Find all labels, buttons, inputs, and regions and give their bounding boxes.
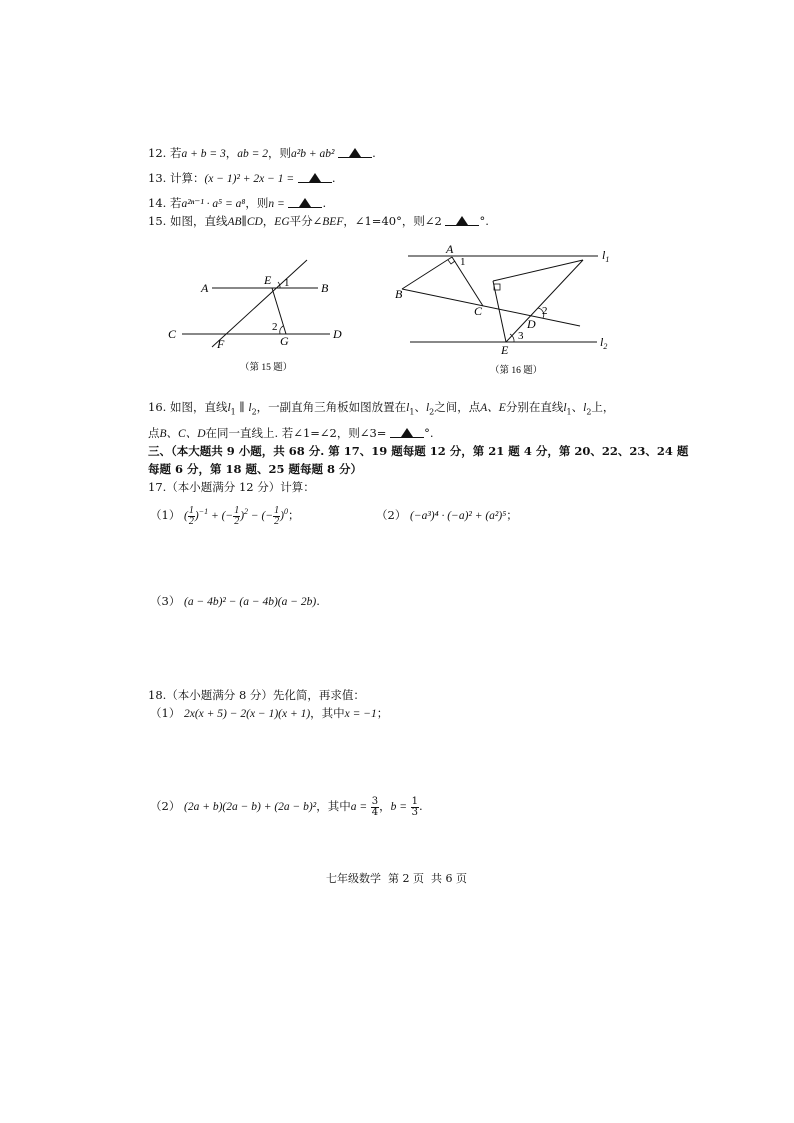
q18-part-2 <box>150 794 423 819</box>
label-angle-3: 3 <box>518 330 524 342</box>
q16-l2: l <box>248 402 252 414</box>
label-e: E <box>264 273 272 287</box>
triangle-icon <box>299 198 311 207</box>
q17-p1-label: （1） <box>150 508 181 522</box>
answer-blank[interactable] <box>390 426 424 438</box>
label-b: B <box>321 281 329 295</box>
q17-p1-end: ； <box>287 508 300 522</box>
section-3-heading: 三、（本大题共 9 小题，共 68 分. 第 17、19 题每题 12 分，第 21 题 4 分，第 20、22、23、24 题 <box>148 444 689 458</box>
q16-text-c: 之间，点 <box>434 400 481 414</box>
fraction-one-third <box>411 797 419 818</box>
frac-den: 2 <box>274 515 280 527</box>
q17-p2-label: （2） <box>376 508 407 522</box>
frac-den: 3 <box>411 806 419 818</box>
frac-num: 1 <box>188 504 194 516</box>
q15-text: 如图，直线 <box>169 214 228 228</box>
q18-p2-sep: ， <box>379 799 391 813</box>
q12-mid: ，则 <box>268 146 291 160</box>
q12-expr1: a + b = 3 <box>181 148 226 160</box>
segment-ac <box>452 257 483 306</box>
q15-text2: ， <box>262 214 275 228</box>
section-3-heading-line-2: 每题 6 分，第 18 题、25 题每题 8 分） <box>148 462 363 476</box>
q18-p1-end: ； <box>376 706 389 720</box>
q18-p2-expr: (2a + b)(2a − b) + (2a − b)² <box>183 801 317 813</box>
label-a: A <box>201 281 209 295</box>
q12-text: 若 <box>169 146 182 160</box>
q18-p2-b: b = <box>390 801 408 813</box>
fraction-half-1 <box>188 506 195 527</box>
figure-16-caption: （第 16 题） <box>490 366 543 376</box>
q14-var: n = <box>268 198 285 210</box>
q13-number: 13. <box>148 171 167 185</box>
figure-16 <box>390 238 620 378</box>
label-angle-1: 1 <box>284 277 290 289</box>
label-l1-sub: 1 <box>605 255 610 264</box>
q15-text4: ，∠1=40°，则∠2 <box>343 214 442 228</box>
q17-p3-expr: (a − 4b)² − (a − 4b)(a − 2b) <box>183 596 317 608</box>
label-b: B <box>395 287 403 301</box>
frac-den: 4 <box>371 806 379 818</box>
question-17-title: 17.（本小题满分 12 分）计算： <box>148 480 315 494</box>
label-angle-1: 1 <box>460 256 466 268</box>
answer-blank[interactable] <box>298 171 332 183</box>
q16-text-f: 点 <box>148 426 160 440</box>
q13-end: . <box>331 171 336 185</box>
frac-den: 2 <box>234 515 240 527</box>
label-l2 <box>600 335 607 351</box>
label-e: E <box>501 343 509 357</box>
triangle-side-1 <box>493 260 583 281</box>
label-g: G <box>280 334 289 348</box>
q16-text-b: ，一副直角三角板如图放置在 <box>256 400 407 414</box>
frac-den: 2 <box>188 515 194 527</box>
q15-eg: EG <box>274 216 290 228</box>
q18-p1-cond: x = −1 <box>344 708 377 720</box>
label-f: F <box>217 337 225 351</box>
line-bd <box>402 289 580 326</box>
question-15 <box>148 214 489 229</box>
label-angle-2: 2 <box>272 321 278 333</box>
triangle-icon <box>401 428 413 437</box>
q14-mid: ，则 <box>245 196 269 210</box>
q18-part-1 <box>150 706 388 721</box>
page-footer: 七年级数学 第 2 页 共 6 页 <box>326 872 467 885</box>
question-12 <box>148 146 376 161</box>
q12-expr3: a²b + ab² <box>291 148 335 160</box>
q16-l2-sub: 2 <box>251 407 257 417</box>
question-16-line-2 <box>148 426 434 441</box>
q16-text-g: 在同一直线上. 若∠1=∠2，则∠3= <box>205 426 387 440</box>
q17-part-2 <box>376 508 518 523</box>
question-16-line-1 <box>148 400 614 415</box>
q16-l2c-sub: 2 <box>586 407 592 417</box>
q18-p2-a: a = <box>350 801 368 813</box>
fraction-half-3 <box>273 506 280 527</box>
q18-p2-end: . <box>419 799 423 813</box>
q16-l1c-sub: 1 <box>566 407 572 417</box>
label-c: C <box>168 327 177 341</box>
label-d: D <box>333 327 342 341</box>
q17-part-3 <box>150 594 320 609</box>
label-a: A <box>446 242 454 256</box>
triangle-icon <box>456 216 468 225</box>
q12-number: 12. <box>148 146 167 160</box>
q15-parallel: AB∥CD <box>227 216 263 228</box>
frac-num: 1 <box>234 504 240 516</box>
q18-p1-label: （1） <box>150 706 181 720</box>
frac-num: 1 <box>411 795 419 807</box>
q16-points-bcd: B、C、D <box>159 428 206 440</box>
q16-parallel: ∥ <box>235 400 249 414</box>
answer-blank[interactable] <box>288 196 322 208</box>
q12-expr2: ab = 2 <box>237 148 268 160</box>
segment-ab <box>402 257 452 289</box>
q16-text-a: 16. 如图，直线 <box>148 400 228 414</box>
q16-l1c: l <box>563 402 567 414</box>
q13-text: 计算： <box>169 171 205 185</box>
q14-end: . <box>322 196 327 210</box>
q18-p1-expr: 2x(x + 5) − 2(x − 1)(x + 1) <box>183 708 311 720</box>
label-c: C <box>474 304 483 318</box>
label-l1-letter: l <box>602 248 606 262</box>
q17-p2-end: ； <box>506 508 518 522</box>
q16-sep: 、 <box>414 400 426 414</box>
q16-end: °. <box>424 426 434 440</box>
question-13 <box>148 171 336 186</box>
q12-end: . <box>372 146 376 160</box>
q18-p2-mid: ，其中 <box>316 799 351 813</box>
triangle-icon <box>349 148 361 157</box>
q14-expr: a²ⁿ⁻¹ · a⁵ = a⁸ <box>181 198 246 210</box>
q16-sep2: 、 <box>571 400 584 414</box>
fraction-half-2 <box>233 506 240 527</box>
q18-p1-mid: ，其中 <box>310 706 345 720</box>
q16-l1-sub: 1 <box>230 407 236 417</box>
q17-part-1 <box>150 504 299 527</box>
figure-15-caption: （第 15 题） <box>240 363 293 373</box>
q16-text-d: 分别在直线 <box>505 400 564 414</box>
q18-p2-label: （2） <box>150 799 181 813</box>
label-l2-letter: l <box>600 335 604 349</box>
fraction-three-quarters <box>371 797 379 818</box>
q16-l1b: l <box>406 402 410 414</box>
q13-expr: (x − 1)² + 2x − 1 = <box>204 173 295 185</box>
q16-l2c: l <box>583 402 587 414</box>
answer-blank[interactable] <box>338 146 372 158</box>
q14-text: 若 <box>169 196 182 210</box>
q15-text3: 平分∠ <box>289 214 323 228</box>
angle-3-arc <box>510 334 514 342</box>
q17-p3-label: （3） <box>150 594 181 608</box>
angle-2-arc <box>280 326 283 334</box>
triangle-icon <box>309 173 321 182</box>
question-18-title: 18.（本小题满分 8 分）先化简，再求值： <box>148 688 365 702</box>
q17-p1-expr: ( $\frac{1}{2}$ )$^{-1}$ + (− $\frac{1}{2}$ )$^2$ − (− $\frac{1}{2}$ )$^0$ <box>183 504 288 527</box>
q16-l2b: l <box>425 402 430 414</box>
q16-l1b-sub: 1 <box>409 407 415 417</box>
label-l1 <box>602 248 609 264</box>
answer-blank[interactable] <box>445 214 479 226</box>
frac-num: 3 <box>371 795 379 807</box>
q15-number: 15. <box>148 214 167 228</box>
q12-sep: ， <box>225 146 238 160</box>
label-l2-sub: 2 <box>603 342 608 351</box>
label-d: D <box>527 317 536 331</box>
q16-l2b-sub: 2 <box>429 407 435 417</box>
q16-l1: l <box>227 402 231 414</box>
q16-points-ae: A、E <box>480 402 506 414</box>
q15-end: °. <box>479 214 489 228</box>
figure-15 <box>160 255 360 380</box>
frac-num: 1 <box>274 504 280 516</box>
q15-bef: BEF <box>322 216 344 228</box>
q16-text-e: 上， <box>591 400 615 414</box>
q17-p3-end: . <box>316 594 320 608</box>
label-angle-2: 2 <box>542 305 548 317</box>
q17-p2-expr: (−a³)⁴ · (−a)² + (a²)⁵ <box>409 510 507 522</box>
question-14 <box>148 196 326 211</box>
q14-number: 14. <box>148 196 167 210</box>
